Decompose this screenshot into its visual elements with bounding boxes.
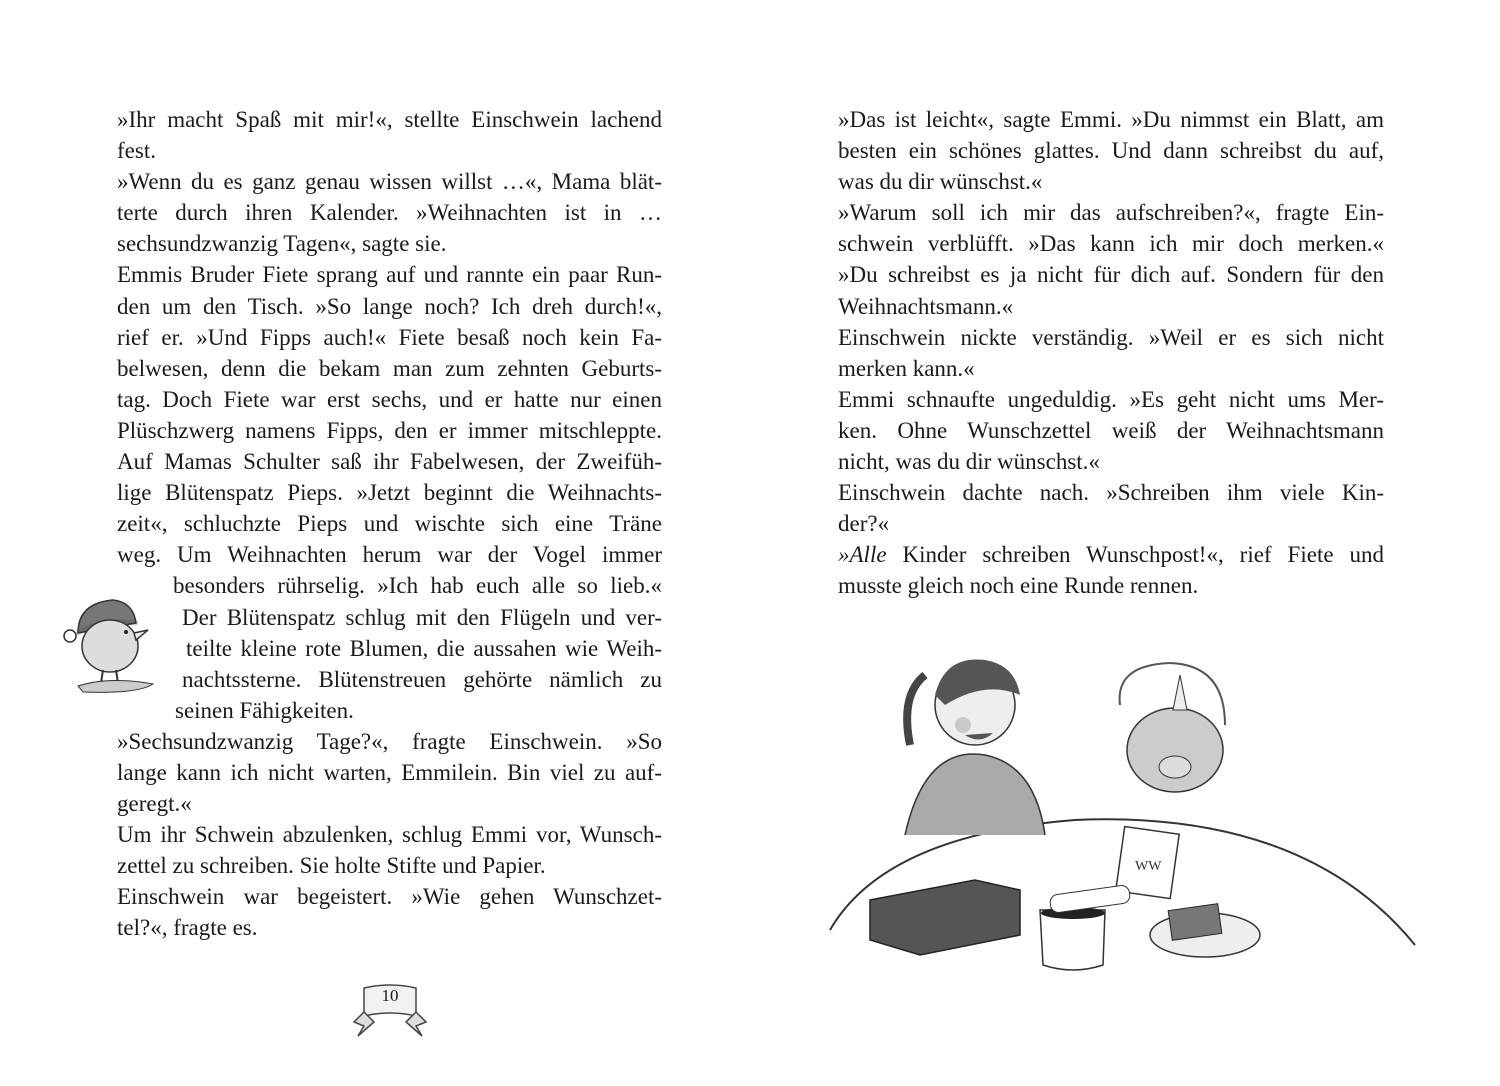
text-line: Emmis Bruder Fiete sprang auf und rannte ein paar Run- bbox=[117, 262, 662, 288]
text-line: den um den Tisch. »So lange noch? Ich dreh durch!«, bbox=[117, 293, 662, 319]
text-line: Einschwein nickte verständig. »Weil er es sich nicht bbox=[838, 324, 1384, 350]
text-line: geregt.« bbox=[117, 791, 192, 817]
text-line: Um ihr Schwein abzulenken, schlug Emmi vor, Wunsch- bbox=[117, 822, 662, 848]
text-line: der?« bbox=[838, 511, 890, 537]
page-number-banner bbox=[352, 982, 428, 1042]
text-line: Einschwein war begeistert. »Wie gehen Wunschzet- bbox=[117, 884, 662, 910]
text-line: »Ihr macht Spaß mit mir!«, stellte Einschwein lachend bbox=[117, 107, 662, 132]
text-line: besten ein schönes glattes. Und dann schreibst du auf, bbox=[838, 138, 1384, 164]
emmi-and-einschwein-writing-illustration bbox=[825, 635, 1425, 995]
page-number: 10 bbox=[381, 986, 399, 1005]
text-line: nicht, was du dir wünschst.« bbox=[838, 449, 1100, 475]
text-line: »Wenn du es ganz genau wissen willst …«, Mama blät- bbox=[117, 169, 662, 195]
text-line bbox=[838, 539, 1384, 570]
text-line: tel?«, fragte es. bbox=[117, 915, 258, 941]
text-line: Auf Mamas Schulter saß ihr Fabelwesen, der Zweifüh- bbox=[117, 449, 662, 475]
text-line: musste gleich noch eine Runde rennen. bbox=[838, 573, 1199, 599]
text-line: teilte kleine rote Blumen, die aussahen wie Weih- bbox=[186, 635, 662, 661]
right-page-text bbox=[838, 104, 1384, 602]
text-line: merken kann.« bbox=[838, 355, 975, 381]
text-line: »Sechsundzwanzig Tage?«, fragte Einschwein. »So bbox=[117, 728, 662, 754]
text-line: »Du schreibst es ja nicht für dich auf. Sondern für den bbox=[838, 262, 1384, 288]
text-line: weg. Um Weihnachten herum war der Vogel immer bbox=[117, 542, 662, 568]
left-page-text bbox=[117, 104, 662, 944]
text-line: terte durch ihren Kalender. »Weihnachten ist in … bbox=[117, 200, 662, 226]
text-line: seinen Fähigkeiten. bbox=[175, 697, 354, 723]
text-line: Der Blütenspatz schlug mit den Flügeln und ver- bbox=[182, 604, 662, 630]
italic-word: »Alle bbox=[838, 542, 887, 568]
text-line: »Warum soll ich mir das aufschreiben?«, fragte Ein- bbox=[838, 200, 1384, 226]
text-line: lige Blütenspatz Pieps. »Jetzt beginnt die Weihnachts- bbox=[117, 480, 662, 506]
text-line: ken. Ohne Wunschzettel weiß der Weihnachtsmann bbox=[838, 417, 1384, 443]
text-line-rest: Kinder schreiben Wunschpost!«, rief Fiete und bbox=[902, 542, 1385, 568]
text-line: zeit«, schluchzte Pieps und wischte sich eine Träne bbox=[117, 511, 662, 537]
note-scribble: WW bbox=[1135, 859, 1162, 874]
text-line: belwesen, denn die bekam man zum zehnten Geburts- bbox=[117, 355, 662, 381]
text-line: Einschwein dachte nach. »Schreiben ihm viele Kin- bbox=[838, 480, 1384, 506]
text-line: rief er. »Und Fipps auch!« Fiete besaß noch kein Fa- bbox=[117, 324, 662, 350]
text-line: fest. bbox=[117, 138, 156, 164]
text-line: nachtssterne. Blütenstreuen gehörte nämlich zu bbox=[182, 666, 662, 692]
text-line: tag. Doch Fiete war erst sechs, und er hatte nur einen bbox=[117, 386, 662, 412]
text-line: besonders rührselig. »Ich hab euch alle so lieb.« bbox=[173, 573, 662, 599]
text-line: was du dir wünschst.« bbox=[838, 169, 1043, 195]
text-line: Weihnachtsmann.« bbox=[838, 293, 1014, 319]
text-line: zettel zu schreiben. Sie holte Stifte und Papier. bbox=[117, 853, 546, 879]
text-line: »Das ist leicht«, sagte Emmi. »Du nimmst ein Blatt, am bbox=[838, 107, 1384, 132]
text-line: Plüschzwerg namens Fipps, den er immer mitschleppte. bbox=[117, 417, 662, 443]
text-line: sechsundzwanzig Tagen«, sagte sie. bbox=[117, 231, 447, 257]
text-line: schwein verblüfft. »Das kann ich mir doch merken.« bbox=[838, 231, 1384, 257]
text-line: lange kann ich nicht warten, Emmilein. Bin viel zu auf- bbox=[117, 759, 662, 785]
text-line: Emmi schnaufte ungeduldig. »Es geht nicht ums Mer- bbox=[838, 386, 1384, 412]
bird-with-santa-hat-illustration bbox=[48, 588, 168, 698]
